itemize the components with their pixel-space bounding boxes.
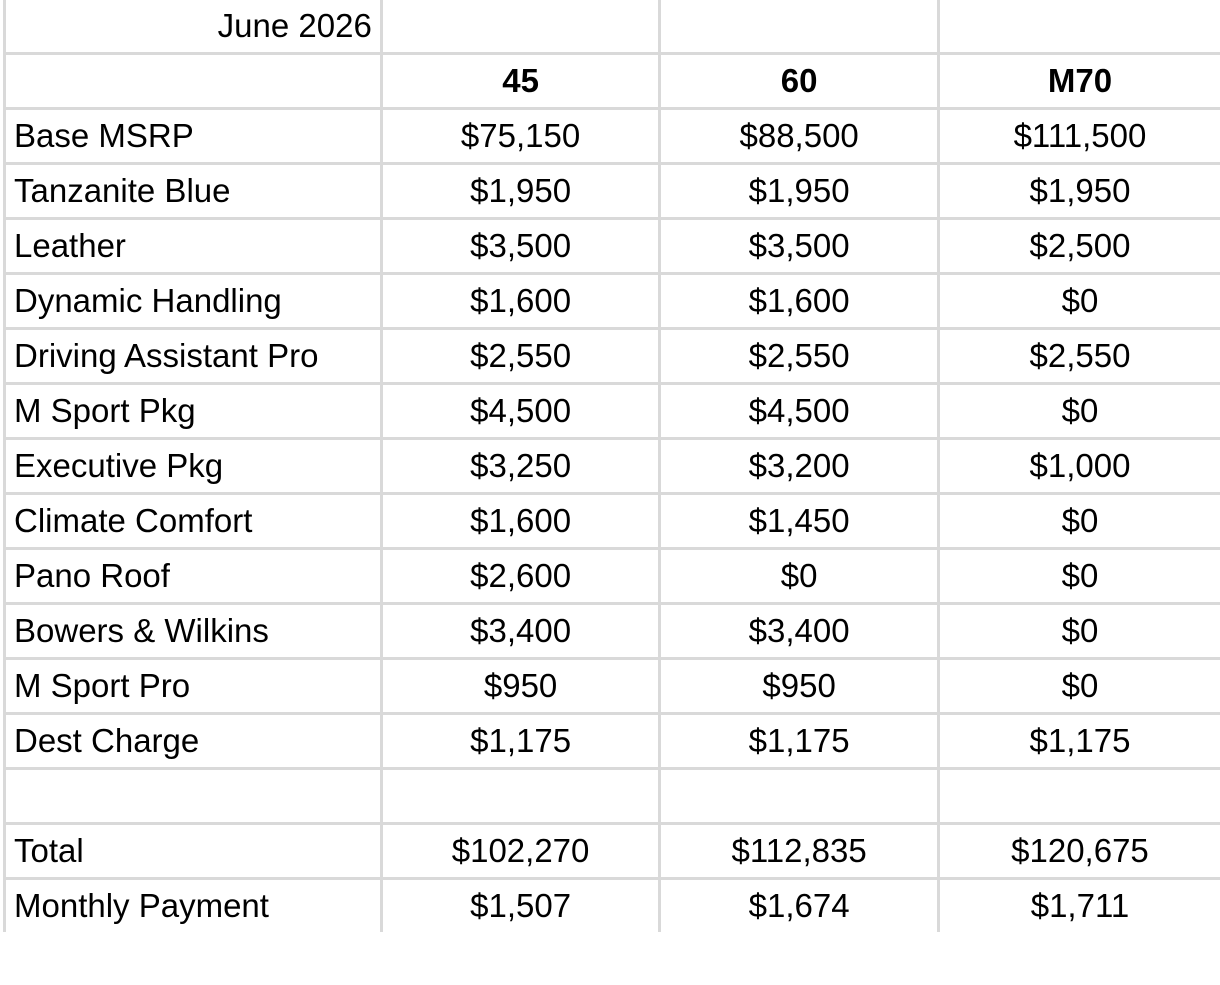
row-label-cell[interactable]: Monthly Payment xyxy=(5,879,382,933)
value-cell[interactable]: $2,550 xyxy=(938,329,1220,384)
value-cell[interactable]: $1,711 xyxy=(938,879,1220,933)
value-cell[interactable]: $3,400 xyxy=(381,604,660,659)
row-label-cell[interactable]: Dynamic Handling xyxy=(5,274,382,329)
empty-cell[interactable] xyxy=(938,769,1220,824)
table-row xyxy=(5,274,1220,329)
value-cell[interactable]: $3,500 xyxy=(660,219,939,274)
monthly-payment-row xyxy=(5,879,1220,933)
value-cell[interactable]: $0 xyxy=(938,274,1220,329)
value-cell[interactable]: $88,500 xyxy=(660,109,939,164)
date-cell[interactable]: June 2026 xyxy=(5,0,382,54)
value-cell[interactable]: $1,600 xyxy=(381,494,660,549)
model-header-cell[interactable]: M70 xyxy=(938,54,1220,109)
value-cell[interactable]: $1,600 xyxy=(660,274,939,329)
value-cell[interactable]: $1,674 xyxy=(660,879,939,933)
row-label-cell[interactable]: Base MSRP xyxy=(5,109,382,164)
value-cell[interactable]: $1,507 xyxy=(381,879,660,933)
value-cell[interactable]: $120,675 xyxy=(938,824,1220,879)
table-row xyxy=(5,439,1220,494)
value-cell[interactable]: $0 xyxy=(938,494,1220,549)
model-header-cell[interactable]: 60 xyxy=(660,54,939,109)
table-row xyxy=(5,219,1220,274)
value-cell[interactable]: $1,950 xyxy=(938,164,1220,219)
row-label-cell[interactable]: M Sport Pkg xyxy=(5,384,382,439)
table-row xyxy=(5,164,1220,219)
row-label-cell[interactable]: Climate Comfort xyxy=(5,494,382,549)
row-label-cell[interactable]: Dest Charge xyxy=(5,714,382,769)
value-cell[interactable]: $4,500 xyxy=(381,384,660,439)
row-label-cell[interactable]: Leather xyxy=(5,219,382,274)
value-cell[interactable]: $0 xyxy=(938,384,1220,439)
value-cell[interactable]: $2,550 xyxy=(660,329,939,384)
value-cell[interactable]: $950 xyxy=(660,659,939,714)
table-row xyxy=(5,604,1220,659)
blank-row xyxy=(5,769,1220,824)
empty-cell[interactable] xyxy=(381,0,660,54)
value-cell[interactable]: $1,000 xyxy=(938,439,1220,494)
value-cell[interactable]: $3,400 xyxy=(660,604,939,659)
value-cell[interactable]: $102,270 xyxy=(381,824,660,879)
row-label-cell[interactable]: Total xyxy=(5,824,382,879)
value-cell[interactable]: $1,950 xyxy=(660,164,939,219)
value-cell[interactable]: $4,500 xyxy=(660,384,939,439)
value-cell[interactable]: $0 xyxy=(938,604,1220,659)
empty-cell[interactable] xyxy=(5,54,382,109)
value-cell[interactable]: $1,175 xyxy=(381,714,660,769)
total-row xyxy=(5,824,1220,879)
table-row xyxy=(5,494,1220,549)
value-cell[interactable]: $3,250 xyxy=(381,439,660,494)
value-cell[interactable]: $2,550 xyxy=(381,329,660,384)
value-cell[interactable]: $0 xyxy=(938,549,1220,604)
model-header-cell[interactable]: 45 xyxy=(381,54,660,109)
value-cell[interactable]: $112,835 xyxy=(660,824,939,879)
value-cell[interactable]: $75,150 xyxy=(381,109,660,164)
value-cell[interactable]: $2,600 xyxy=(381,549,660,604)
table-row xyxy=(5,329,1220,384)
row-label-cell[interactable]: Executive Pkg xyxy=(5,439,382,494)
value-cell[interactable]: $1,175 xyxy=(660,714,939,769)
row-label-cell[interactable]: M Sport Pro xyxy=(5,659,382,714)
value-cell[interactable]: $1,175 xyxy=(938,714,1220,769)
price-comparison-sheet xyxy=(3,0,1220,932)
value-cell[interactable]: $0 xyxy=(660,549,939,604)
value-cell[interactable]: $3,500 xyxy=(381,219,660,274)
value-cell[interactable]: $1,600 xyxy=(381,274,660,329)
date-row xyxy=(5,0,1220,54)
row-label-cell[interactable]: Tanzanite Blue xyxy=(5,164,382,219)
empty-cell[interactable] xyxy=(660,769,939,824)
empty-cell[interactable] xyxy=(5,769,382,824)
model-header-row xyxy=(5,54,1220,109)
row-label-cell[interactable]: Bowers & Wilkins xyxy=(5,604,382,659)
row-label-cell[interactable]: Driving Assistant Pro xyxy=(5,329,382,384)
table-row xyxy=(5,714,1220,769)
table-row xyxy=(5,109,1220,164)
table-row xyxy=(5,549,1220,604)
row-label-cell[interactable]: Pano Roof xyxy=(5,549,382,604)
value-cell[interactable]: $3,200 xyxy=(660,439,939,494)
empty-cell[interactable] xyxy=(938,0,1220,54)
empty-cell[interactable] xyxy=(381,769,660,824)
value-cell[interactable]: $0 xyxy=(938,659,1220,714)
table-row xyxy=(5,384,1220,439)
value-cell[interactable]: $1,950 xyxy=(381,164,660,219)
value-cell[interactable]: $950 xyxy=(381,659,660,714)
table-row xyxy=(5,659,1220,714)
empty-cell[interactable] xyxy=(660,0,939,54)
value-cell[interactable]: $2,500 xyxy=(938,219,1220,274)
value-cell[interactable]: $111,500 xyxy=(938,109,1220,164)
value-cell[interactable]: $1,450 xyxy=(660,494,939,549)
